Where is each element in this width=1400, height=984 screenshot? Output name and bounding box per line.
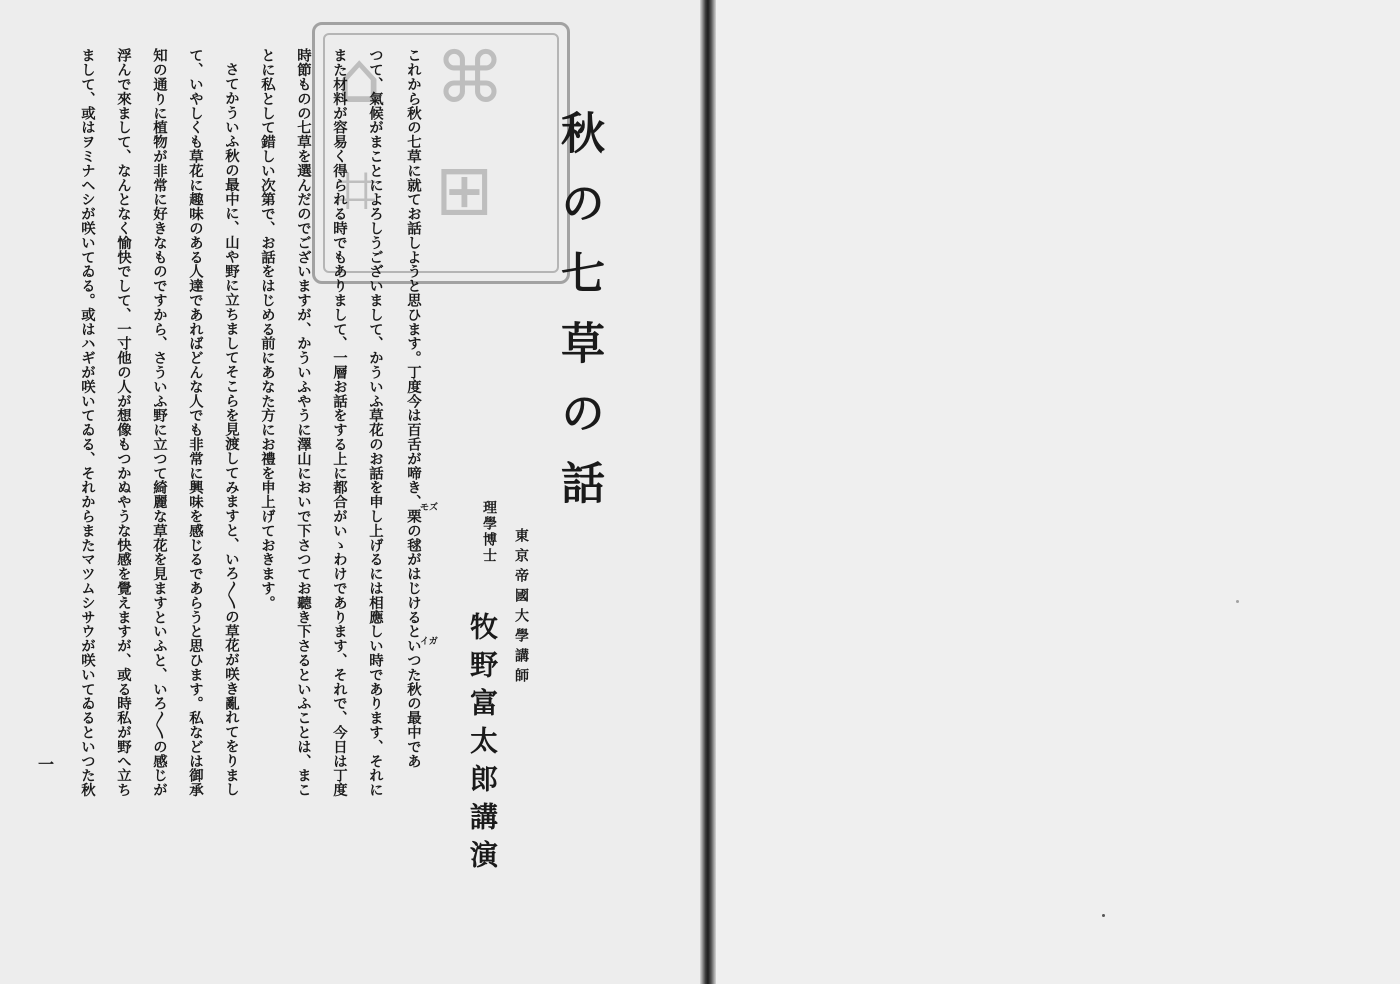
body-line-8: 知の通りに植物が非常に好きなものですから、さういふ野に立つて綺麗な草花を見ますといふと、いろ〳〵の感じが	[151, 48, 168, 797]
ruby-iga: イガ	[420, 637, 438, 647]
body-line-3: また材料が容易く得られる時でもありまして、一層お話をする上に都合がいゝわけであります、それで、今日は丁度	[331, 48, 348, 797]
body-line-4: 時節ものの七草を選んだのでございますが、かういふやうに澤山においで下さつてお聽き下さるといふことは、まこ	[295, 48, 312, 797]
article-title: 秋の七草の話	[553, 110, 604, 530]
right-page-blank	[716, 0, 1400, 984]
body-line-5: とに私として錯しい次第で、お話をはじめる前にあなた方にお禮を申上げておきます。	[259, 48, 276, 610]
body-line-7: て、いやしくも草花に趣味のある人達であればどんな人でも非常に興味を感じるであらうと思ひます。私などは御承	[187, 48, 204, 797]
library-stamp	[312, 22, 570, 284]
paper-speck	[1236, 600, 1239, 603]
body-line-2: つて、氣候がまことによろしうございまして、かういふ草花のお話を申し上げるには相應しい時であります、それに	[367, 48, 384, 797]
author-name: 牧野富太郎講演	[466, 612, 499, 878]
stamp-glyph: ⌘	[435, 37, 505, 119]
paper-speck	[1102, 914, 1105, 917]
body-line-10: まして、或はヲミナヘシが咲いてゐる。或はハギが咲いてゐる、それからまたマツムシサウが咲いてゐるといつた秋	[79, 48, 96, 797]
body-line-6: さてかういふ秋の最中に、山や野に立ちましてそこらを見渡してみますと、いろ〳〵の草花が咲き亂れてをりまし	[223, 62, 240, 797]
stamp-glyph: ⌗	[337, 149, 377, 231]
stamp-glyph: ⊞	[435, 149, 494, 231]
book-gutter	[700, 0, 716, 984]
ruby-mozu: モズ	[420, 503, 439, 513]
stamp-glyph: ⌂	[337, 37, 382, 119]
author-degree: 理學博士	[481, 500, 497, 564]
body-line-1: これから秋の七草に就てお話しようと思ひます。丁度今は百舌が啼き、栗の毬がはじけるといつた秋の最中であ	[405, 48, 422, 768]
body-line-9: 浮んで來まして、なんとなく愉快でして、一寸他の人が想像もつかぬやうな快感を覺えますが、或る時私が野へ立ち	[115, 48, 132, 797]
page-number: 一	[38, 755, 55, 774]
author-affiliation: 東京帝國大學講師	[513, 528, 529, 688]
